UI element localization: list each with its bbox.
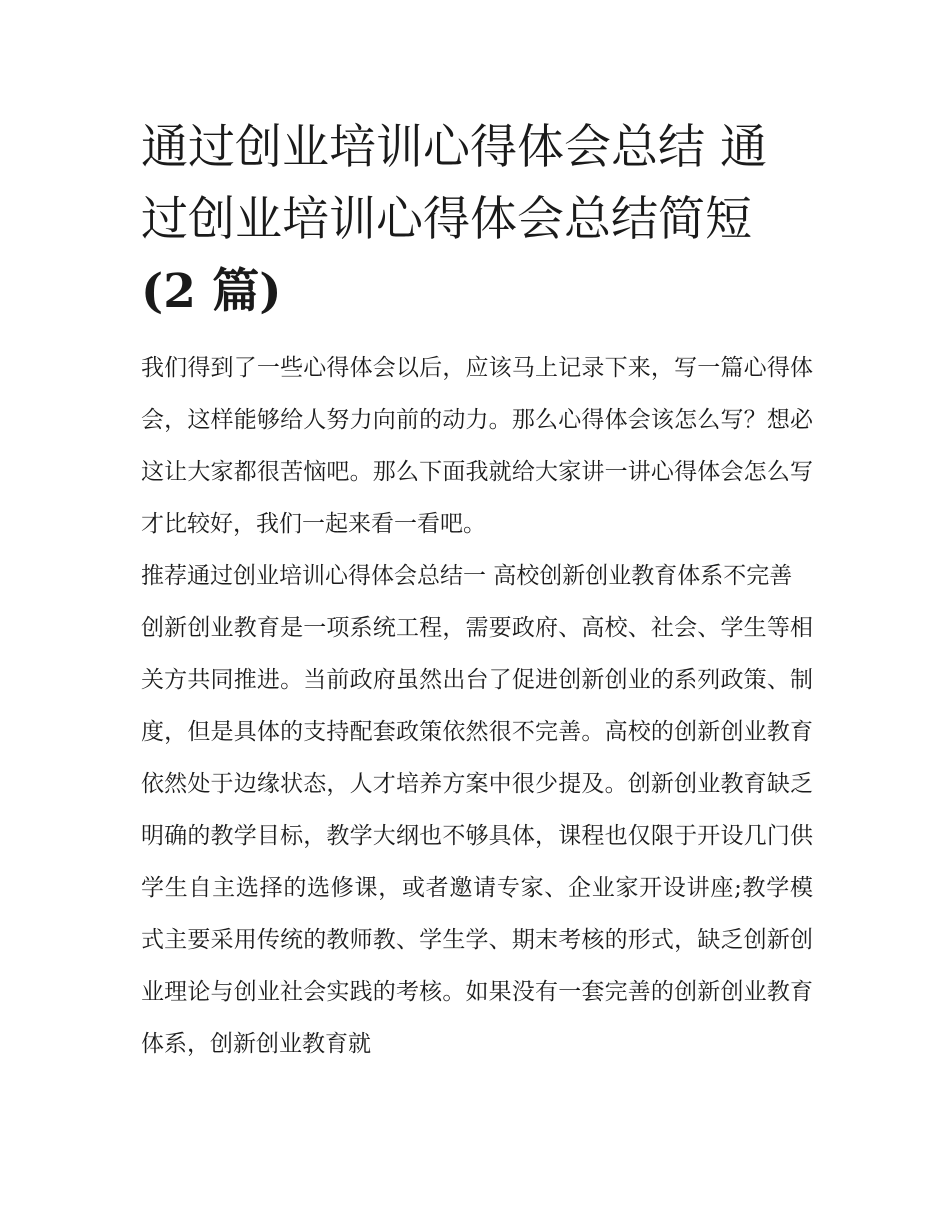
document-title (141, 112, 813, 328)
section-heading: 推荐通过创业培训心得体会总结一 高校创新创业教育体系不完善 (141, 563, 793, 589)
title-suffix: (2 篇) (141, 264, 282, 319)
body-paragraph: 创新创业教育是一项系统工程，需要政府、高校、社会、学生等相关方共同推进。当前政府虽然出台了促进创新创业的系列政策、制度，但是具体的支持配套政策依然很不完善。高校的创新创业教育依然处于边缘状态，人才培养方案中很少提及。创新创业教育缺乏明确的教学目标，教学大纲也不够具体，课程也仅限于开设几门供学生自主选择的选修课，或者邀请专家、企业家开设讲座;教学模式主要采用传统的教师教、学生学、期末考核的形式，缺乏创新创业理论与创业社会实践的考核。如果没有一套完善的创新创业教育体系，创新创业教育就 (141, 615, 813, 1057)
title-main: 通过创业培训心得体会总结 通过创业培训心得体会总结简短 (141, 120, 767, 247)
document-content (141, 112, 813, 1070)
intro-paragraph: 我们得到了一些心得体会以后，应该马上记录下来，写一篇心得体会，这样能够给人努力向前的动力。那么心得体会该怎么写？想必这让大家都很苦恼吧。那么下面我就给大家讲一讲心得体会怎么写才比较好，我们一起来看一看吧。 (141, 355, 813, 537)
